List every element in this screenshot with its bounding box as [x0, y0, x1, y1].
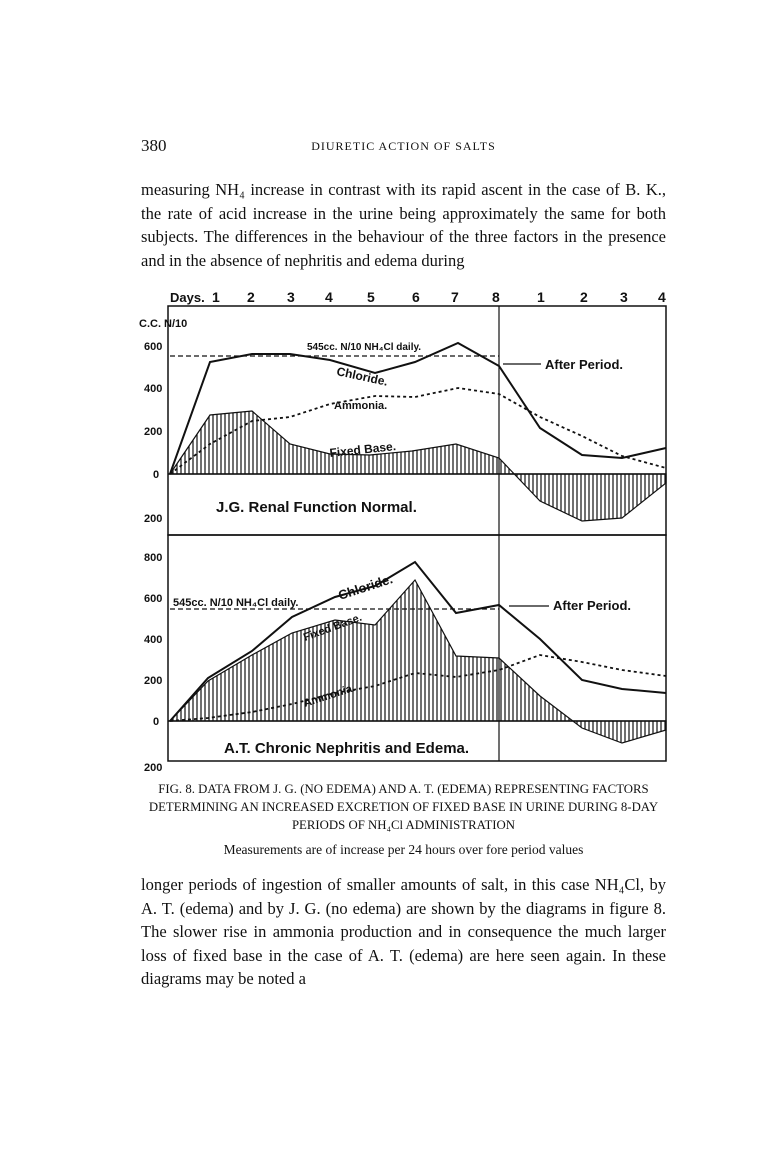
dose-annotation-1: 545cc. N/10 NH₄Cl daily.: [307, 342, 422, 353]
day-tick-3: 3: [287, 289, 295, 305]
chloride-label-1: Chloride.: [335, 364, 390, 389]
day-tick-1: 1: [212, 289, 220, 305]
y-unit-label: C.C. N/10: [139, 318, 188, 330]
after-day-tick-1: 1: [537, 289, 545, 305]
day-tick-7: 7: [451, 289, 459, 305]
dose-annotation-2: 545cc. N/10 NH₄Cl daily.: [173, 597, 299, 609]
y-label2-400: 400: [144, 634, 163, 646]
y-label-400: 400: [144, 383, 163, 395]
after-day-tick-3: 3: [620, 289, 628, 305]
day-tick-8: 8: [492, 289, 500, 305]
after-period-label-1: After Period.: [545, 357, 624, 372]
chloride-label-2: Chloride.: [336, 571, 395, 603]
fixed-base-label-1: Fixed Base.: [328, 439, 397, 460]
ammonia-label-1: Ammonia.: [334, 400, 388, 412]
y-label-neg-200: 200: [144, 513, 163, 525]
paragraph-top: measuring NH₄ increase in contrast with its rapid ascent in the case of B. K., the rate of acid increase in the urine being approximately the same for both subjects. The differences in the behaviour of the three factors in the presence and in the absence of nephritis and edema during: [141, 180, 666, 270]
paragraph-bottom: longer periods of ingestion of smaller amounts of salt, in this case NH₄Cl, by A. T. (edema) and by J. G. (no edema) are shown by the diagrams in figure 8. The slower rise in ammonia production and in consequence the much larger loss of fixed base in the case of A. T. (edema) are here seen again. In these diagrams may be noted a: [141, 875, 666, 988]
figure-caption: FIG. 8. DATA FROM J. G. (NO EDEMA) AND A. T. (EDEMA) REPRESENTING FACTORS DETERMINING AN INCREASED EXCRETION OF FIXED BASE IN URINE DURING 8-DAY PERIODS OF NH₄Cl ADMINISTRATION: [148, 782, 659, 832]
chart-1-title: J.G. Renal Function Normal.: [216, 499, 417, 516]
day-tick-4: 4: [325, 289, 333, 305]
chart-2: [144, 535, 666, 774]
y-label-600: 600: [144, 341, 163, 353]
chart-2-title: A.T. Chronic Nephritis and Edema.: [224, 740, 470, 757]
day-tick-labels: [212, 289, 666, 305]
chart-1: [139, 289, 666, 535]
day-tick-6: 6: [412, 289, 420, 305]
day-tick-2: 2: [247, 289, 255, 305]
day-axis-label: Days.: [170, 290, 205, 305]
y-label-200: 200: [144, 426, 163, 438]
after-period-label-2: After Period.: [553, 598, 632, 613]
y-label2-0: 0: [153, 716, 160, 728]
page-number: 380: [141, 136, 167, 155]
y-label-0: 0: [153, 469, 160, 481]
y-label2-200: 200: [144, 675, 163, 687]
figure-note: Measurements are of increase per 24 hours over fore period values: [223, 842, 584, 857]
y-label2-600: 600: [144, 593, 163, 605]
fixed-base-label-2: Fixed Base.: [301, 611, 364, 644]
y-label2-neg-200: 200: [144, 762, 163, 774]
after-day-tick-4: 4: [658, 289, 666, 305]
day-tick-5: 5: [367, 289, 375, 305]
y-label2-800: 800: [144, 552, 163, 564]
ammonia-label-2: Ammonia.: [302, 682, 357, 710]
running-head: DIURETIC ACTION OF SALTS: [311, 139, 496, 153]
after-day-tick-2: 2: [580, 289, 588, 305]
